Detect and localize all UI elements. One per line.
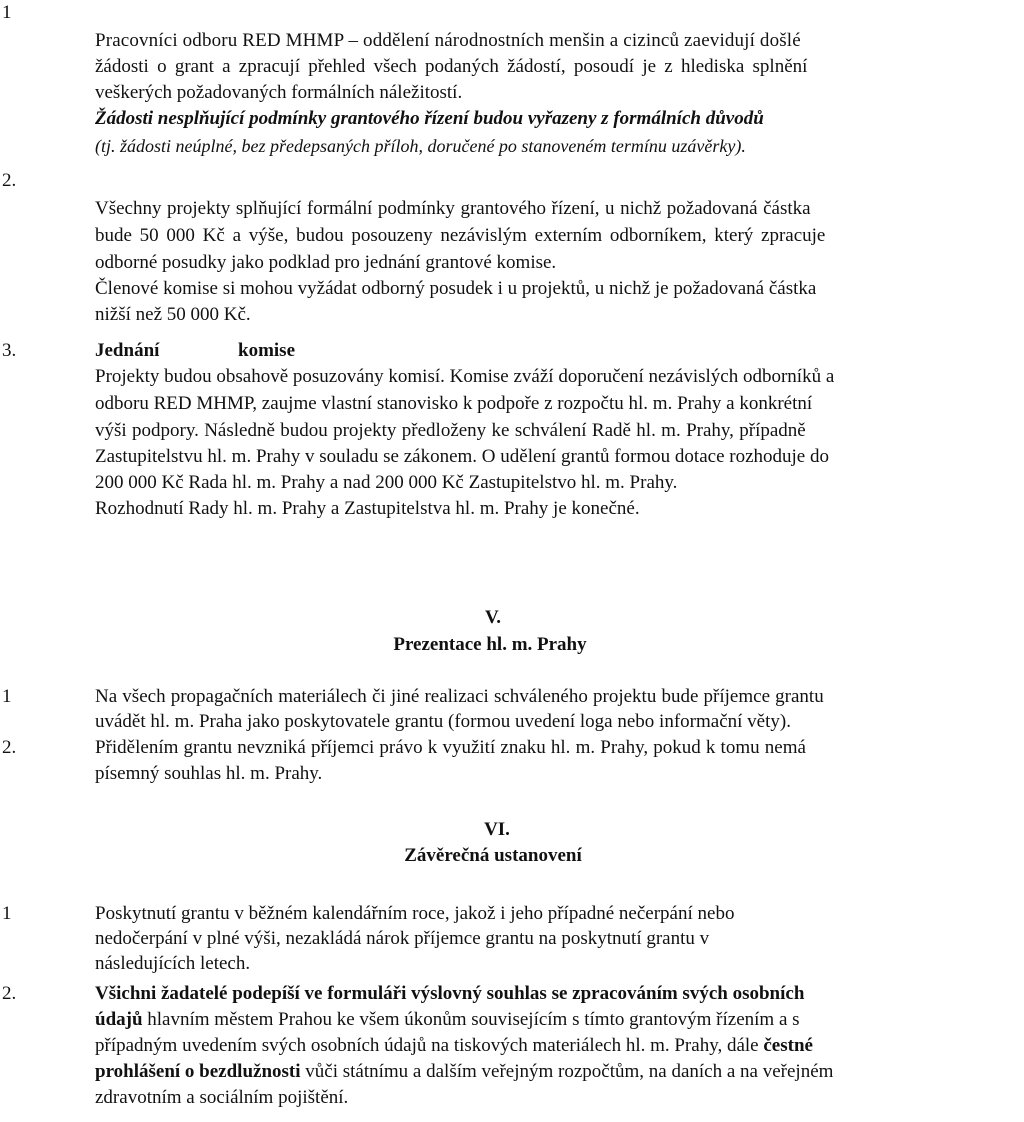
paragraph-line — [95, 1009, 800, 1031]
paragraph-line: následujících letech. — [95, 953, 251, 974]
item-number: 2. — [2, 983, 17, 1004]
paragraph-line: Všechny projekty splňující formální podmínky grantového řízení, u nichž požadovaná částka — [95, 198, 811, 219]
paragraph-line: 200 000 Kč Rada hl. m. Prahy a nad 200 000 Kč Zastupitelstvo hl. m. Prahy. — [95, 472, 678, 493]
text-run: vůči státnímu a dalším veřejným rozpočtům, na daních a na veřejném — [300, 1061, 834, 1082]
paragraph-line: výši podpory. Následně budou projekty předloženy ke schválení Radě hl. m. Prahy, případně — [95, 420, 806, 441]
paragraph-line: písemný souhlas hl. m. Prahy. — [95, 763, 323, 784]
section-numeral: VI. — [484, 819, 510, 840]
paragraph-line — [95, 1035, 813, 1057]
bold-italic-notice: Žádosti nesplňující podmínky grantového řízení budou vyřazeny z formálních důvodů — [95, 108, 764, 129]
text-run: případným uvedením svých osobních údajů na tiskových materiálech hl. m. Prahy, dále — [95, 1035, 764, 1056]
paragraph-line: žádosti o grant a zpracují přehled všech podaných žádostí, posoudí je z hlediska splnění — [95, 56, 808, 77]
item-number: 3. — [2, 340, 17, 361]
paragraph-line-bold: Všichni žadatelé podepíší ve formuláři výslovný souhlas se zpracováním svých osobních — [95, 983, 805, 1004]
heading-komise: komise — [238, 340, 295, 361]
paragraph-line: Členové komise si mohou vyžádat odborný posudek i u projektů, u nichž je požadovaná částka — [95, 278, 817, 299]
paragraph-line: Přidělením grantu nevzniká příjemci právo k využití znaku hl. m. Prahy, pokud k tomu nemá — [95, 737, 806, 758]
paragraph-line: Poskytnutí grantu v běžném kalendářním roce, jakož i jeho případné nečerpání nebo — [95, 903, 735, 924]
item-number: 1 — [2, 903, 12, 924]
text-run: hlavním městem Prahou ke všem úkonům souvisejícím s tímto grantovým řízením a s — [142, 1009, 800, 1030]
item-number: 1 — [2, 2, 12, 23]
paragraph-line: Na všech propagačních materiálech či jiné realizaci schváleného projektu bude příjemce grantu — [95, 686, 824, 707]
paragraph-line: veškerých požadovaných formálních náležitostí. — [95, 82, 463, 103]
section-title: Závěrečná ustanovení — [404, 845, 582, 866]
paragraph-line: Rozhodnutí Rady hl. m. Prahy a Zastupitelstva hl. m. Prahy je konečné. — [95, 498, 640, 519]
paragraph-line: nedočerpání v plné výši, nezakládá nárok příjemce grantu na poskytnutí grantu v — [95, 928, 710, 949]
paragraph-line: Projekty budou obsahově posuzovány komisí. Komise zváží doporučení nezávislých odborníků a — [95, 366, 835, 387]
italic-note: (tj. žádosti neúplné, bez předepsaných příloh, doručené po stanoveném termínu uzávěrky). — [95, 136, 746, 156]
paragraph-line: zdravotním a sociálním pojištění. — [95, 1087, 349, 1108]
item-number: 2. — [2, 737, 17, 758]
paragraph-line: odborné posudky jako podklad pro jednání grantové komise. — [95, 252, 557, 273]
item-number: 2. — [2, 170, 17, 191]
paragraph-line: Pracovníci odboru RED MHMP – oddělení národnostních menšin a cizinců zaevidují došlé — [95, 30, 801, 51]
paragraph-line — [95, 1061, 833, 1083]
bold-phrase: prohlášení o bezdlužnosti — [95, 1061, 301, 1082]
heading-jednani: Jednání — [95, 340, 160, 361]
section-numeral: V. — [484, 607, 502, 628]
paragraph-line: odboru RED MHMP, zaujme vlastní stanovisko k podpoře z rozpočtu hl. m. Prahy a konkrétní — [95, 393, 813, 414]
section-title: Prezentace hl. m. Prahy — [393, 634, 587, 655]
bold-phrase: údajů — [95, 1009, 143, 1030]
paragraph-line: bude 50 000 Kč a výše, budou posouzeny nezávislým externím odborníkem, který zpracuje — [95, 225, 826, 246]
paragraph-line: nižší než 50 000 Kč. — [95, 304, 251, 325]
item-number: 1 — [2, 686, 12, 707]
paragraph-line: uvádět hl. m. Praha jako poskytovatele grantu (formou uvedení loga nebo informační věty). — [95, 711, 791, 732]
paragraph-line: Zastupitelstvu hl. m. Prahy v souladu se zákonem. O udělení grantů formou dotace rozhoduje do — [95, 446, 829, 467]
bold-phrase: čestné — [763, 1035, 813, 1056]
